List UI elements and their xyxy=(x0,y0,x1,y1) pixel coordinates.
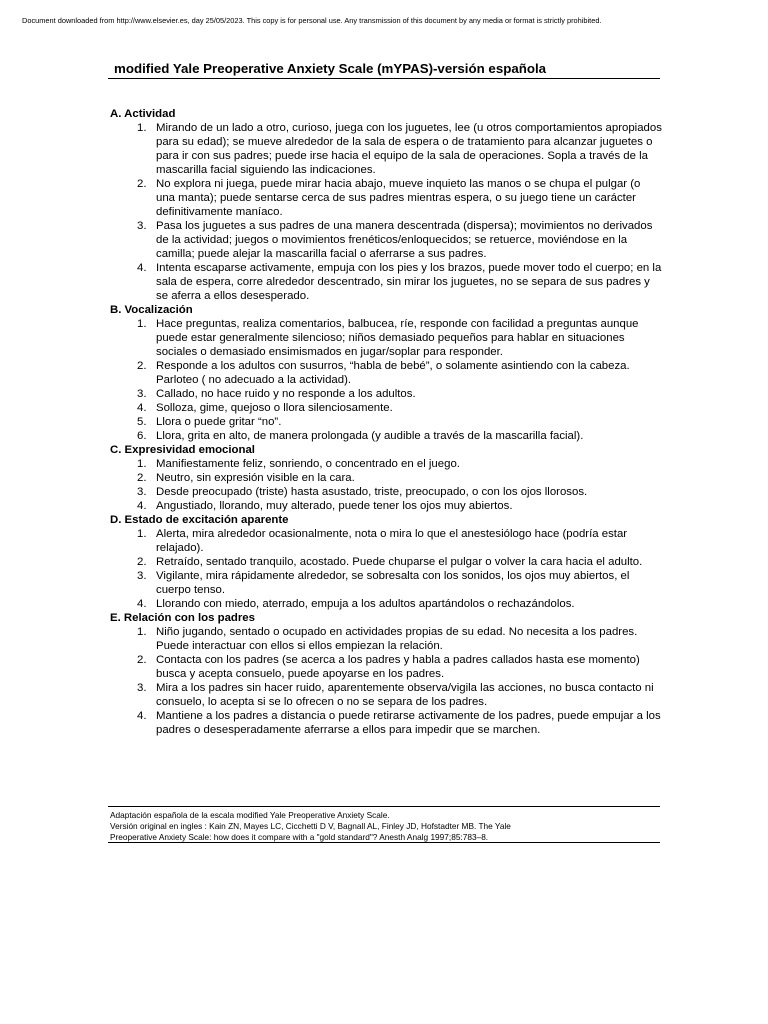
item-number: 4. xyxy=(137,710,147,722)
section-heading: D. Estado de excitación aparente xyxy=(110,514,289,526)
item-number: 2. xyxy=(137,472,147,484)
list-item xyxy=(110,527,666,555)
item-number: 4. xyxy=(137,598,147,610)
item-text: Mantiene a los padres a distancia o puede retirarse activamente de los padres, puede empujar a los padres o desesperadamente aferrarse a ellos para impedir que se marchen. xyxy=(156,710,661,736)
list-item xyxy=(110,177,666,219)
item-number: 1. xyxy=(137,318,147,330)
scale-section xyxy=(110,303,666,443)
item-text: Callado, no hace ruido y no responde a los adultos. xyxy=(156,388,416,400)
item-text: Solloza, gime, quejoso o llora silenciosamente. xyxy=(156,402,393,414)
list-item xyxy=(110,401,666,415)
list-item xyxy=(110,261,666,303)
item-text: No explora ni juega, puede mirar hacia abajo, mueve inquieto las manos o se chupa el pulgar (o una manta); puede sentarse cerca de sus padres mientras espera, o su juego tiene un carácter definitivamente maníaco. xyxy=(156,178,641,218)
list-item xyxy=(110,569,666,597)
list-item xyxy=(110,471,666,485)
item-text: Llora, grita en alto, de manera prolongada (y audible a través de la mascarilla facial). xyxy=(156,430,584,442)
list-item xyxy=(110,499,666,513)
item-list xyxy=(110,457,666,513)
item-number: 1. xyxy=(137,458,147,470)
scale-section xyxy=(110,611,666,737)
download-notice: Document downloaded from http://www.elsevier.es, day 25/05/2023. This copy is for personal use. Any transmission of this document by any media or format is strictly prohibited. xyxy=(22,16,602,25)
item-text: Intenta escaparse activamente, empuja con los pies y los brazos, puede mover todo el cuerpo; en la sala de espera, corre alrededor descentrado, sin mirar los juguetes, no se separa de sus padres y se aferra a ellos desesperado. xyxy=(156,262,662,302)
footnote-line-2: Versión original en ingles : Kain ZN, Mayes LC, Cicchetti D V, Bagnall AL, Finley JD, Hofstadter MB. The Yale xyxy=(110,821,511,831)
item-text: Alerta, mira alrededor ocasionalmente, nota o mira lo que el anestesiólogo hace (podría estar relajado). xyxy=(156,528,628,554)
scale-section xyxy=(110,513,666,611)
item-list xyxy=(110,317,666,443)
footnote-line-1: Adaptación española de la escala modified Yale Preoperative Anxiety Scale. xyxy=(110,810,390,820)
scale-sections xyxy=(110,107,666,737)
list-item xyxy=(110,359,666,387)
footnote xyxy=(110,810,662,843)
list-item xyxy=(110,681,666,709)
item-list xyxy=(110,625,666,737)
list-item xyxy=(110,709,666,737)
list-item xyxy=(110,457,666,471)
list-item xyxy=(110,653,666,681)
item-text: Angustiado, llorando, muy alterado, puede tener los ojos muy abiertos. xyxy=(156,500,513,512)
item-text: Responde a los adultos con susurros, “habla de bebé”, o solamente asintiendo con la cabeza. Parloteo ( no adecuado a la actividad). xyxy=(156,360,630,386)
item-text: Llora o puede gritar “no”. xyxy=(156,416,282,428)
item-number: 6. xyxy=(137,430,147,442)
list-item xyxy=(110,625,666,653)
list-item xyxy=(110,597,666,611)
page-title: modified Yale Preoperative Anxiety Scale (mYPAS)-versión española xyxy=(114,61,547,76)
item-number: 4. xyxy=(137,402,147,414)
item-text: Vigilante, mira rápidamente alrededor, se sobresalta con los sonidos, los ojos muy abiertos, el cuerpo tenso. xyxy=(156,570,630,596)
item-number: 3. xyxy=(137,570,147,582)
item-text: Hace preguntas, realiza comentarios, balbucea, ríe, responde con facilidad a preguntas aunque puede estar generalmente silencioso; niños demasiado pequeños para hablar en situaciones sociales o demasiado ensimismados en jugar/soplar para responder. xyxy=(156,318,639,358)
item-text: Neutro, sin expresión visible en la cara. xyxy=(156,472,355,484)
item-text: Retraído, sentado tranquilo, acostado. Puede chuparse el pulgar o volver la cara hacia el adulto. xyxy=(156,556,643,568)
list-item xyxy=(110,429,666,443)
item-text: Contacta con los padres (se acerca a los padres y habla a padres callados hasta ese momento) busca y acepta consuelo, puede apoyarse en los padres. xyxy=(156,654,640,680)
item-text: Niño jugando, sentado o ocupado en actividades propias de su edad. No necesita a los padres. Puede interactuar con ellos si ellos empiezan la relación. xyxy=(156,626,638,652)
section-heading: B. Vocalización xyxy=(110,304,193,316)
item-number: 5. xyxy=(137,416,147,428)
item-list xyxy=(110,121,666,303)
item-number: 1. xyxy=(137,122,147,134)
item-number: 2. xyxy=(137,178,147,190)
section-heading: C. Expresividad emocional xyxy=(110,444,255,456)
list-item xyxy=(110,485,666,499)
item-number: 3. xyxy=(137,220,147,232)
list-item xyxy=(110,219,666,261)
list-item xyxy=(110,317,666,359)
item-text: Manifiestamente feliz, sonriendo, o concentrado en el juego. xyxy=(156,458,460,470)
item-number: 4. xyxy=(137,262,147,274)
item-number: 1. xyxy=(137,626,147,638)
item-text: Pasa los juguetes a sus padres de una manera descentrada (dispersa); movimientos no derivados de la actividad; juegos o movimientos frenéticos/enloquecidos; se retuerce, moviéndose en la camilla; puede alejar la mascarilla facial o aferrarse a sus padres. xyxy=(156,220,653,260)
footnote-top-divider xyxy=(108,806,660,807)
footnote-bottom-divider xyxy=(108,842,660,843)
list-item xyxy=(110,387,666,401)
title-divider xyxy=(108,78,660,79)
item-text: Desde preocupado (triste) hasta asustado, triste, preocupado, o con los ojos llorosos. xyxy=(156,486,588,498)
item-number: 3. xyxy=(137,486,147,498)
item-text: Llorando con miedo, aterrado, empuja a los adultos apartándolos o rechazándolos. xyxy=(156,598,575,610)
section-heading: E. Relación con los padres xyxy=(110,612,255,624)
footnote-line-3: Preoperative Anxiety Scale: how does it compare with a "gold standard"? Anesth Analg 1997;85:783–8. xyxy=(110,832,489,842)
item-text: Mirando de un lado a otro, curioso, juega con los juguetes, lee (u otros comportamientos apropiados para su edad); se mueve alrededor de la sala de espera o de tratamiento para alcanzar juguetes o para ir con sus padres; puede irse hacia el equipo de la sala de operaciones. Sopla a través de la mascarilla facial siguiendo las indicaciones. xyxy=(156,122,662,176)
scale-section xyxy=(110,443,666,513)
item-number: 2. xyxy=(137,360,147,372)
item-text: Mira a los padres sin hacer ruido, aparentemente observa/vigila las acciones, no busca contacto ni consuelo, lo acepta si se lo ofrecen o no se separa de los padres. xyxy=(156,682,654,708)
section-heading: A. Actividad xyxy=(110,108,176,120)
list-item xyxy=(110,555,666,569)
item-number: 2. xyxy=(137,654,147,666)
item-number: 3. xyxy=(137,682,147,694)
item-list xyxy=(110,527,666,611)
item-number: 3. xyxy=(137,388,147,400)
list-item xyxy=(110,415,666,429)
scale-section xyxy=(110,107,666,303)
item-number: 1. xyxy=(137,528,147,540)
list-item xyxy=(110,121,666,177)
item-number: 4. xyxy=(137,500,147,512)
item-number: 2. xyxy=(137,556,147,568)
